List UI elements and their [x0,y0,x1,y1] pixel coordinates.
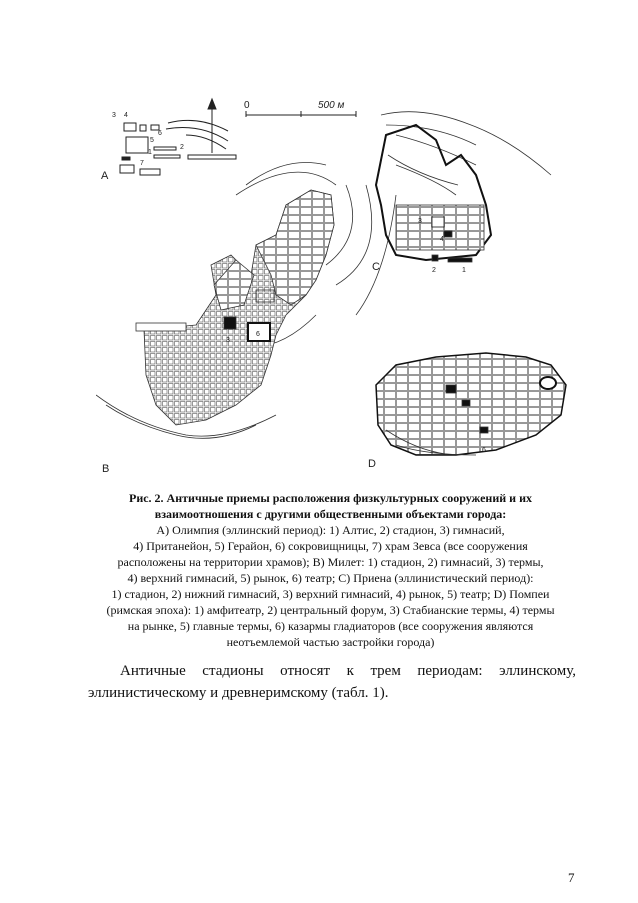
panel-b-miletus [96,163,396,476]
panel-label-a: A [101,170,109,182]
panel-a-number: 2 [180,144,184,151]
word: периодам: [417,663,483,679]
page-number: 7 [568,870,575,885]
panel-a-olympia [101,99,236,182]
panel-a-number: 1 [148,149,152,156]
caption-line: неотъемлемой частью застройки города) [226,635,435,649]
caption-line: (римская эпоха): 1) амфитеатр, 2) центральный форум, 3) Стабианские термы, 4) термы [106,603,555,617]
scale-distance-label: 500 м [318,100,345,111]
word: эллинскому, [499,663,576,679]
caption-title-line: Рис. 2. Античные приемы расположения физкультурных сооружений и их [128,491,532,505]
panel-a-number: 7 [140,160,144,167]
caption-title-line: взаимоотношения с другими общественными объектами города: [154,507,507,521]
caption-line: на рынке, 5) главные термы, 6) казармы гладиаторов (все сооружения являются [127,619,534,633]
word: Античные [120,663,186,679]
panel-c-number: 1 [462,267,466,274]
panel-label-c: C [372,261,380,273]
word: стадионы [202,663,264,679]
scale-zero-label: 0 [244,100,250,111]
word: к [346,663,354,679]
caption-line: 4) верхний гимнасий, 5) рынок, 6) театр; C) Приена (эллинистический период): [127,571,534,585]
caption-line: расположены на территории храмов); B) Милет: 1) стадион, 2) гимнасий, 3) термы, [117,555,544,569]
panel-d-pompeii [368,353,566,470]
body-paragraph [88,660,576,704]
panel-c-number: 2 [432,267,436,274]
scale-bar [244,100,356,117]
caption-line: 1) стадион, 2) нижний гимнасий, 3) верхний гимнасий, 4) рынок, 5) театр; D) Помпеи [111,587,550,601]
panel-a-number: 4 [124,112,128,119]
word: относят [280,663,331,679]
panel-a-number: 3 [112,112,116,119]
caption-line: A) Олимпия (эллинский период): 1) Алтис, 2) стадион, 3) гимнасий, [156,523,505,537]
figure-caption [58,490,603,650]
paragraph-first-line [88,660,576,682]
panel-c-priene [372,112,551,274]
panel-d-number: 6 [482,447,486,454]
panel-c-number: 4 [440,236,444,243]
panel-b-number: 6 [256,331,260,338]
panel-c-number: 3 [418,218,422,225]
caption-line: 4) Пританейон, 5) Герайон, 6) сокровищницы, 7) храм Зевса (все сооружения [133,539,528,553]
city-plans-figure [96,95,586,480]
panel-label-d: D [368,458,376,470]
panel-label-b: B [102,463,110,475]
paragraph-second-line: эллинистическому и древнеримскому (табл. 1). [88,685,389,701]
panel-a-number: 6 [158,130,162,137]
panel-a-number: 5 [150,137,154,144]
word: трем [370,663,401,679]
panel-b-number: 3 [226,337,230,344]
